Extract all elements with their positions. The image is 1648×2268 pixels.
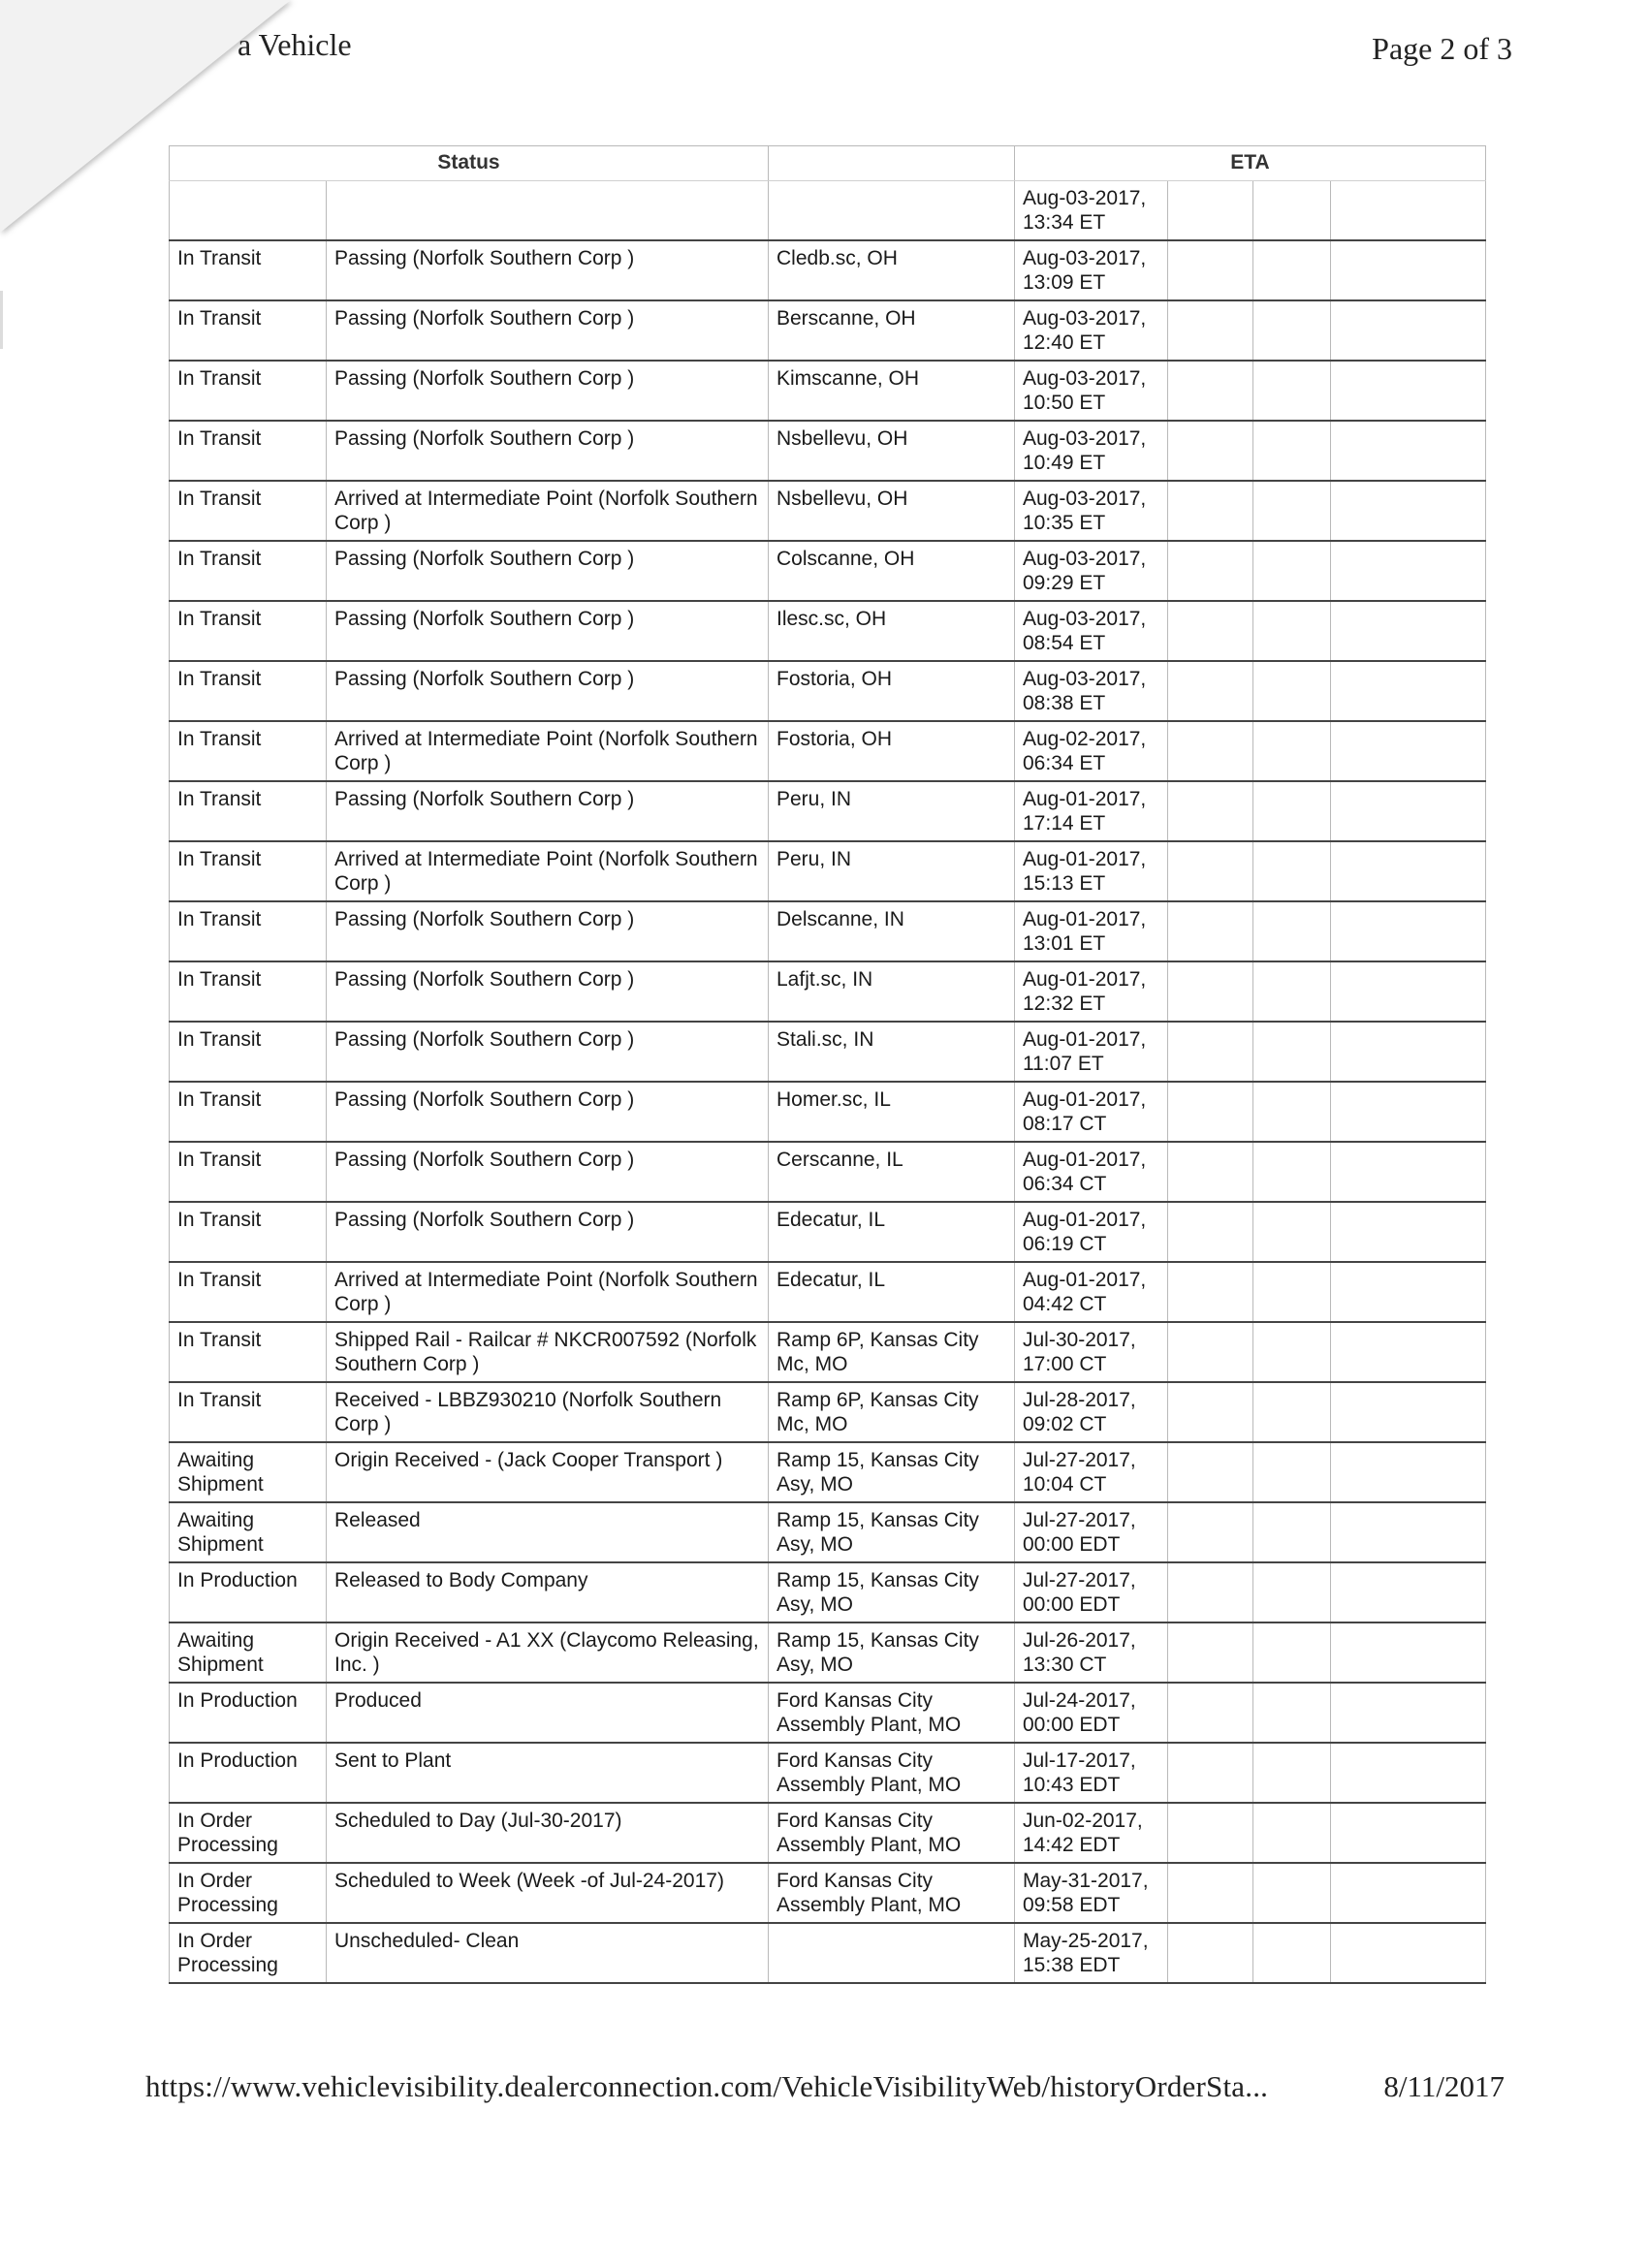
table-row: [170, 240, 1486, 300]
date-cell: Jul-27-2017, 10:04 CT: [1015, 1442, 1168, 1502]
eta-cell: [1253, 1442, 1331, 1502]
date-cell: Jul-27-2017, 00:00 EDT: [1015, 1562, 1168, 1622]
eta-cell: [1168, 1562, 1253, 1622]
eta-cell: [1331, 1803, 1486, 1863]
eta-cell: [1253, 1262, 1331, 1322]
eta-cell: [1331, 661, 1486, 721]
date-cell: Aug-03-2017, 08:38 ET: [1015, 661, 1168, 721]
location-cell: Ford Kansas City Assembly Plant, MO: [769, 1863, 1015, 1923]
detail-cell: Arrived at Intermediate Point (Norfolk Southern Corp ): [327, 841, 769, 901]
detail-cell: Passing (Norfolk Southern Corp ): [327, 661, 769, 721]
page-title: a Vehicle: [238, 27, 352, 62]
table-row: [170, 1442, 1486, 1502]
detail-cell: Produced: [327, 1683, 769, 1743]
eta-cell: [1331, 1923, 1486, 1983]
eta-cell: [1168, 1382, 1253, 1442]
status-column-header: Status: [170, 146, 769, 181]
table-row: [170, 1082, 1486, 1142]
date-cell: Jul-17-2017, 10:43 EDT: [1015, 1743, 1168, 1803]
location-cell: Kimscanne, OH: [769, 361, 1015, 421]
date-cell: Aug-01-2017, 06:34 CT: [1015, 1142, 1168, 1202]
eta-cell: [1331, 1502, 1486, 1562]
eta-cell: [1253, 300, 1331, 361]
table-row: [170, 1382, 1486, 1442]
eta-cell: [1253, 901, 1331, 961]
detail-cell: Shipped Rail - Railcar # NKCR007592 (Norfolk Southern Corp ): [327, 1322, 769, 1382]
status-cell: In Transit: [170, 781, 327, 841]
location-cell: [769, 181, 1015, 241]
eta-cell: [1168, 1923, 1253, 1983]
status-cell: In Transit: [170, 541, 327, 601]
eta-cell: [1168, 901, 1253, 961]
date-cell: Aug-01-2017, 08:17 CT: [1015, 1082, 1168, 1142]
eta-cell: [1168, 661, 1253, 721]
status-cell: In Order Processing: [170, 1863, 327, 1923]
date-cell: Aug-01-2017, 11:07 ET: [1015, 1022, 1168, 1082]
status-cell: Awaiting Shipment: [170, 1622, 327, 1683]
date-cell: Jul-26-2017, 13:30 CT: [1015, 1622, 1168, 1683]
status-cell: In Transit: [170, 421, 327, 481]
eta-cell: [1253, 481, 1331, 541]
date-cell: Jul-24-2017, 00:00 EDT: [1015, 1683, 1168, 1743]
date-cell: Aug-01-2017, 04:42 CT: [1015, 1262, 1168, 1322]
eta-cell: [1331, 481, 1486, 541]
eta-cell: [1331, 1082, 1486, 1142]
date-cell: Aug-01-2017, 12:32 ET: [1015, 961, 1168, 1022]
detail-cell: [327, 181, 769, 241]
location-cell: Colscanne, OH: [769, 541, 1015, 601]
location-cell: Ramp 6P, Kansas City Mc, MO: [769, 1382, 1015, 1442]
table-row: [170, 421, 1486, 481]
date-cell: Jun-02-2017, 14:42 EDT: [1015, 1803, 1168, 1863]
status-cell: In Transit: [170, 1322, 327, 1382]
status-cell: In Transit: [170, 901, 327, 961]
detail-cell: Passing (Norfolk Southern Corp ): [327, 240, 769, 300]
date-cell: Aug-03-2017, 12:40 ET: [1015, 300, 1168, 361]
table-row: [170, 1202, 1486, 1262]
date-cell: Jul-28-2017, 09:02 CT: [1015, 1382, 1168, 1442]
date-cell: Aug-03-2017, 13:34 ET: [1015, 181, 1168, 241]
detail-cell: Passing (Norfolk Southern Corp ): [327, 961, 769, 1022]
date-cell: Aug-03-2017, 10:49 ET: [1015, 421, 1168, 481]
eta-cell: [1253, 721, 1331, 781]
status-cell: In Transit: [170, 661, 327, 721]
eta-cell: [1331, 1202, 1486, 1262]
status-cell: Awaiting Shipment: [170, 1502, 327, 1562]
table-row: [170, 481, 1486, 541]
eta-cell: [1168, 1442, 1253, 1502]
eta-cell: [1253, 1502, 1331, 1562]
eta-cell: [1331, 181, 1486, 241]
status-cell: In Transit: [170, 1082, 327, 1142]
table-row: [170, 781, 1486, 841]
date-cell: Aug-03-2017, 08:54 ET: [1015, 601, 1168, 661]
location-cell: Homer.sc, IL: [769, 1082, 1015, 1142]
eta-cell: [1253, 1743, 1331, 1803]
status-cell: In Transit: [170, 481, 327, 541]
table-row: [170, 1743, 1486, 1803]
date-cell: Jul-27-2017, 00:00 EDT: [1015, 1502, 1168, 1562]
eta-cell: [1331, 361, 1486, 421]
table-row: [170, 361, 1486, 421]
location-cell: Peru, IN: [769, 841, 1015, 901]
detail-cell: Arrived at Intermediate Point (Norfolk Southern Corp ): [327, 721, 769, 781]
eta-cell: [1253, 661, 1331, 721]
eta-cell: [1253, 1803, 1331, 1863]
eta-cell: [1253, 421, 1331, 481]
table-row: [170, 181, 1486, 241]
eta-cell: [1331, 421, 1486, 481]
footer-url: https://www.vehiclevisibility.dealerconnection.com/VehicleVisibilityWeb/historyOrderSta...: [145, 2069, 1269, 2103]
table-row: [170, 1683, 1486, 1743]
location-cell: Ramp 15, Kansas City Asy, MO: [769, 1502, 1015, 1562]
table-row: [170, 661, 1486, 721]
status-cell: In Order Processing: [170, 1803, 327, 1863]
date-cell: May-25-2017, 15:38 EDT: [1015, 1923, 1168, 1983]
detail-cell: Origin Received - (Jack Cooper Transport ): [327, 1442, 769, 1502]
detail-cell: Scheduled to Week (Week -of Jul-24-2017): [327, 1863, 769, 1923]
eta-cell: [1331, 1262, 1486, 1322]
location-cell: Ilesc.sc, OH: [769, 601, 1015, 661]
eta-cell: [1168, 1502, 1253, 1562]
eta-cell: [1331, 1622, 1486, 1683]
eta-cell: [1331, 781, 1486, 841]
eta-cell: [1168, 541, 1253, 601]
table-row: [170, 1142, 1486, 1202]
location-cell: Edecatur, IL: [769, 1262, 1015, 1322]
eta-cell: [1168, 1622, 1253, 1683]
eta-cell: [1168, 1022, 1253, 1082]
status-cell: [170, 181, 327, 241]
eta-cell: [1253, 1022, 1331, 1082]
eta-cell: [1253, 1683, 1331, 1743]
eta-cell: [1331, 541, 1486, 601]
location-cell: Cerscanne, IL: [769, 1142, 1015, 1202]
status-cell: In Transit: [170, 1142, 327, 1202]
eta-cell: [1168, 781, 1253, 841]
location-cell: Lafjt.sc, IN: [769, 961, 1015, 1022]
scan-edge-mark: [0, 291, 3, 349]
location-cell: Nsbellevu, OH: [769, 481, 1015, 541]
eta-cell: [1253, 1142, 1331, 1202]
eta-cell: [1331, 1022, 1486, 1082]
eta-cell: [1168, 1082, 1253, 1142]
eta-cell: [1168, 421, 1253, 481]
eta-cell: [1253, 781, 1331, 841]
date-cell: Aug-03-2017, 09:29 ET: [1015, 541, 1168, 601]
status-cell: In Transit: [170, 601, 327, 661]
eta-cell: [1253, 961, 1331, 1022]
location-cell: Ramp 6P, Kansas City Mc, MO: [769, 1322, 1015, 1382]
eta-cell: [1168, 1202, 1253, 1262]
vehicle-history-table: [169, 145, 1486, 1984]
table-row: [170, 1622, 1486, 1683]
status-cell: In Transit: [170, 300, 327, 361]
date-cell: Aug-01-2017, 06:19 CT: [1015, 1202, 1168, 1262]
eta-cell: [1168, 1743, 1253, 1803]
eta-cell: [1168, 721, 1253, 781]
detail-cell: Passing (Norfolk Southern Corp ): [327, 1022, 769, 1082]
eta-cell: [1253, 361, 1331, 421]
table-row: [170, 541, 1486, 601]
location-cell: [769, 1923, 1015, 1983]
eta-cell: [1253, 541, 1331, 601]
eta-cell: [1253, 1622, 1331, 1683]
location-cell: Edecatur, IL: [769, 1202, 1015, 1262]
detail-cell: Sent to Plant: [327, 1743, 769, 1803]
location-cell: Ford Kansas City Assembly Plant, MO: [769, 1803, 1015, 1863]
status-cell: In Transit: [170, 361, 327, 421]
detail-cell: Origin Received - A1 XX (Claycomo Releasing, Inc. ): [327, 1622, 769, 1683]
location-cell: Peru, IN: [769, 781, 1015, 841]
table-row: [170, 1322, 1486, 1382]
eta-cell: [1331, 1382, 1486, 1442]
table-row: [170, 1923, 1486, 1983]
detail-cell: Passing (Norfolk Southern Corp ): [327, 1202, 769, 1262]
eta-cell: [1168, 1863, 1253, 1923]
date-cell: Aug-02-2017, 06:34 ET: [1015, 721, 1168, 781]
location-column-header: [769, 146, 1015, 181]
table-row: [170, 961, 1486, 1022]
status-cell: In Transit: [170, 721, 327, 781]
location-cell: Delscanne, IN: [769, 901, 1015, 961]
table-row: [170, 1502, 1486, 1562]
eta-cell: [1253, 601, 1331, 661]
eta-cell: [1168, 361, 1253, 421]
eta-cell: [1253, 1923, 1331, 1983]
eta-cell: [1331, 1322, 1486, 1382]
eta-cell: [1253, 1562, 1331, 1622]
detail-cell: Passing (Norfolk Southern Corp ): [327, 1082, 769, 1142]
date-cell: Jul-30-2017, 17:00 CT: [1015, 1322, 1168, 1382]
location-cell: Fostoria, OH: [769, 661, 1015, 721]
table-row: [170, 721, 1486, 781]
location-cell: Ramp 15, Kansas City Asy, MO: [769, 1562, 1015, 1622]
date-cell: Aug-01-2017, 15:13 ET: [1015, 841, 1168, 901]
eta-cell: [1253, 1863, 1331, 1923]
location-cell: Nsbellevu, OH: [769, 421, 1015, 481]
status-cell: In Transit: [170, 1202, 327, 1262]
eta-cell: [1331, 1562, 1486, 1622]
status-cell: In Order Processing: [170, 1923, 327, 1983]
table-row: [170, 841, 1486, 901]
location-cell: Berscanne, OH: [769, 300, 1015, 361]
eta-cell: [1331, 601, 1486, 661]
date-cell: May-31-2017, 09:58 EDT: [1015, 1863, 1168, 1923]
status-cell: In Transit: [170, 1262, 327, 1322]
eta-cell: [1253, 240, 1331, 300]
table-row: [170, 300, 1486, 361]
eta-cell: [1331, 841, 1486, 901]
location-cell: Ramp 15, Kansas City Asy, MO: [769, 1622, 1015, 1683]
detail-cell: Released to Body Company: [327, 1562, 769, 1622]
detail-cell: Passing (Norfolk Southern Corp ): [327, 300, 769, 361]
detail-cell: Passing (Norfolk Southern Corp ): [327, 781, 769, 841]
eta-cell: [1168, 601, 1253, 661]
detail-cell: Arrived at Intermediate Point (Norfolk Southern Corp ): [327, 1262, 769, 1322]
eta-cell: [1253, 1202, 1331, 1262]
status-cell: In Transit: [170, 1022, 327, 1082]
detail-cell: Scheduled to Day (Jul-30-2017): [327, 1803, 769, 1863]
eta-cell: [1168, 240, 1253, 300]
detail-cell: Passing (Norfolk Southern Corp ): [327, 601, 769, 661]
eta-cell: [1331, 1683, 1486, 1743]
detail-cell: Passing (Norfolk Southern Corp ): [327, 1142, 769, 1202]
status-cell: Awaiting Shipment: [170, 1442, 327, 1502]
eta-cell: [1331, 721, 1486, 781]
location-cell: Fostoria, OH: [769, 721, 1015, 781]
table-row: [170, 1562, 1486, 1622]
eta-cell: [1168, 1262, 1253, 1322]
eta-cell: [1168, 1142, 1253, 1202]
eta-cell: [1331, 1863, 1486, 1923]
location-cell: Ramp 15, Kansas City Asy, MO: [769, 1442, 1015, 1502]
detail-cell: Released: [327, 1502, 769, 1562]
eta-cell: [1168, 181, 1253, 241]
eta-cell: [1331, 240, 1486, 300]
eta-cell: [1253, 1082, 1331, 1142]
detail-cell: Arrived at Intermediate Point (Norfolk Southern Corp ): [327, 481, 769, 541]
location-cell: Ford Kansas City Assembly Plant, MO: [769, 1683, 1015, 1743]
table-row: [170, 1022, 1486, 1082]
status-cell: In Transit: [170, 1382, 327, 1442]
eta-cell: [1331, 300, 1486, 361]
eta-cell: [1253, 1382, 1331, 1442]
history-rows: [170, 181, 1486, 1984]
eta-cell: [1168, 1322, 1253, 1382]
eta-cell: [1168, 1803, 1253, 1863]
location-cell: Ford Kansas City Assembly Plant, MO: [769, 1743, 1015, 1803]
detail-cell: Unscheduled- Clean: [327, 1923, 769, 1983]
eta-cell: [1253, 181, 1331, 241]
date-cell: Aug-01-2017, 17:14 ET: [1015, 781, 1168, 841]
detail-cell: Passing (Norfolk Southern Corp ): [327, 541, 769, 601]
detail-cell: Received - LBBZ930210 (Norfolk Southern Corp ): [327, 1382, 769, 1442]
date-cell: Aug-03-2017, 10:35 ET: [1015, 481, 1168, 541]
date-cell: Aug-03-2017, 10:50 ET: [1015, 361, 1168, 421]
eta-cell: [1168, 300, 1253, 361]
page-number: Page 2 of 3: [1372, 31, 1512, 66]
eta-cell: [1331, 901, 1486, 961]
eta-cell: [1253, 1322, 1331, 1382]
eta-cell: [1331, 1442, 1486, 1502]
detail-cell: Passing (Norfolk Southern Corp ): [327, 901, 769, 961]
status-cell: In Transit: [170, 240, 327, 300]
status-cell: In Production: [170, 1562, 327, 1622]
eta-cell: [1253, 841, 1331, 901]
eta-cell: [1331, 1743, 1486, 1803]
status-cell: In Transit: [170, 841, 327, 901]
table-row: [170, 1863, 1486, 1923]
location-cell: Cledb.sc, OH: [769, 240, 1015, 300]
eta-cell: [1331, 1142, 1486, 1202]
eta-cell: [1168, 841, 1253, 901]
table-row: [170, 601, 1486, 661]
footer-date: 8/11/2017: [1383, 2069, 1505, 2103]
status-cell: In Production: [170, 1743, 327, 1803]
table-row: [170, 1803, 1486, 1863]
date-cell: Aug-01-2017, 13:01 ET: [1015, 901, 1168, 961]
eta-cell: [1168, 1683, 1253, 1743]
status-cell: In Transit: [170, 961, 327, 1022]
date-cell: Aug-03-2017, 13:09 ET: [1015, 240, 1168, 300]
eta-cell: [1168, 961, 1253, 1022]
location-cell: Stali.sc, IN: [769, 1022, 1015, 1082]
status-cell: In Production: [170, 1683, 327, 1743]
table-row: [170, 901, 1486, 961]
detail-cell: Passing (Norfolk Southern Corp ): [327, 421, 769, 481]
table-header-row: [170, 146, 1486, 181]
eta-column-header: ETA: [1015, 146, 1486, 181]
detail-cell: Passing (Norfolk Southern Corp ): [327, 361, 769, 421]
eta-cell: [1331, 961, 1486, 1022]
table-row: [170, 1262, 1486, 1322]
eta-cell: [1168, 481, 1253, 541]
